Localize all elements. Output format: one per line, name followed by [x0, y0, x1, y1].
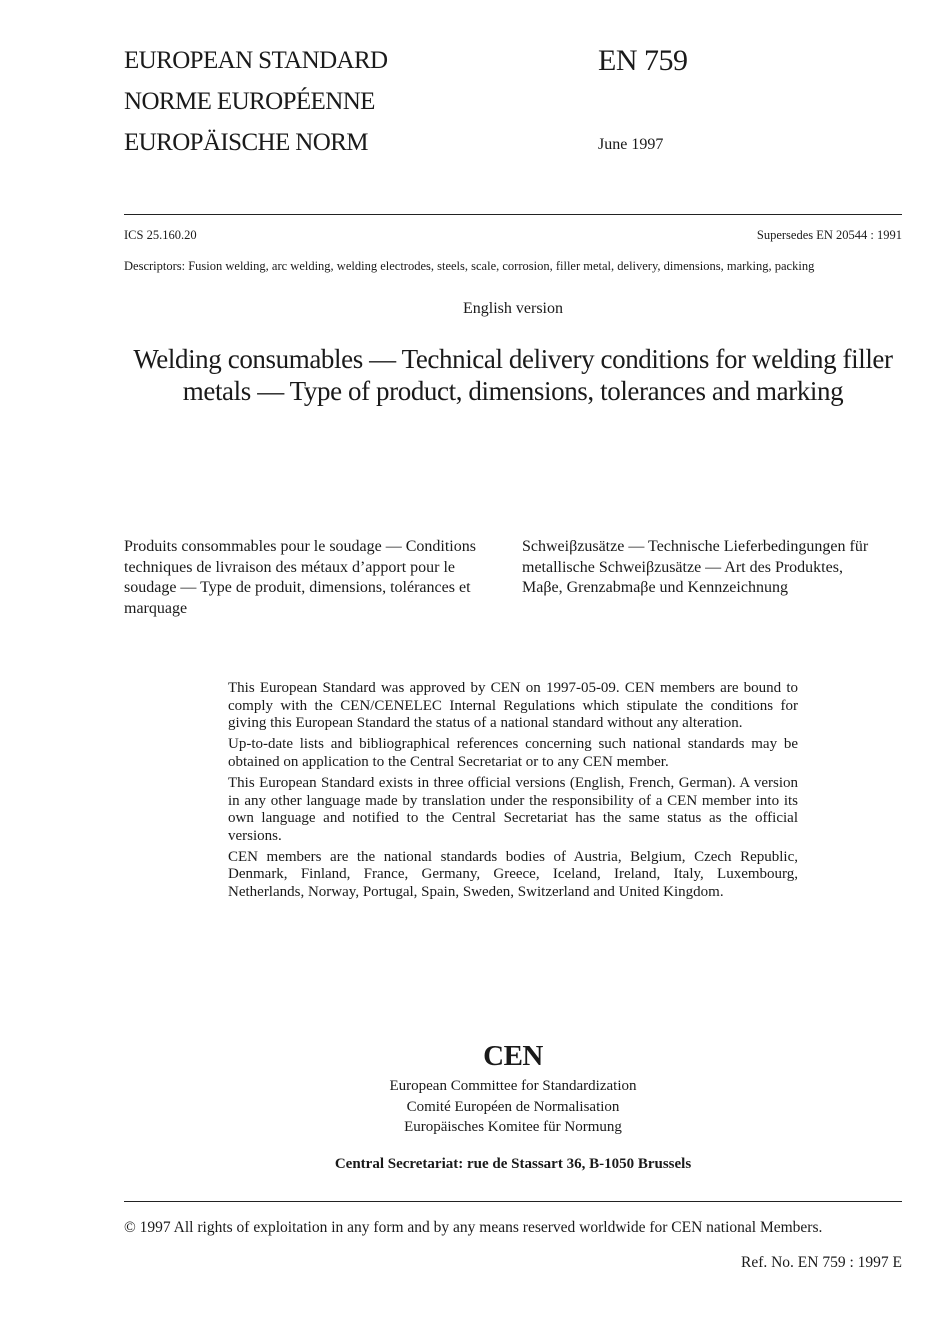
header-line-french: NORME EUROPÉENNE — [124, 88, 375, 115]
top-divider — [124, 214, 902, 215]
cen-logo: CEN — [483, 1040, 543, 1072]
references-paragraph: Up-to-date lists and bibliographical references concerning such national standards may be obtained on application to the Central Secretariat or to any CEN member. — [228, 736, 798, 770]
version-label: English version — [463, 300, 563, 317]
members-paragraph: CEN members are the national standards bodies of Austria, Belgium, Czech Republic, Denmark, Finland, France, Germany, Greece, Iceland, Ireland, Italy, Luxembourg, Netherlands, Norway, Portugal, Spain, Sweden, Switzerland and United Kingdom. — [228, 848, 798, 901]
approval-paragraph: This European Standard was approved by CEN on 1997-05-09. CEN members are bound to comply with the CEN/CENELEC Internal Regulations which stipulate the conditions for giving this European Standard the status of a national standard without any alteration. — [228, 680, 798, 732]
cen-block — [124, 1040, 902, 1173]
bottom-divider — [124, 1201, 902, 1202]
french-title: Produits consommables pour le soudage — Conditions techniques de livraison des métaux d’apport pour le soudage — Type de produit, dimensions, tolérances et marquage — [124, 538, 476, 617]
approval-text — [228, 680, 798, 905]
versions-paragraph: This European Standard exists in three official versions (English, French, German). A version in any other language made by translation under the responsibility of a CEN member into its own language and notified to the Central Secretariat has the same status as the official versions. — [228, 774, 798, 844]
cen-name-german: Europäisches Komitee für Normung — [404, 1119, 622, 1135]
ics-code: ICS 25.160.20 — [124, 228, 197, 242]
reference-number: Ref. No. EN 759 : 1997 E — [740, 1254, 902, 1271]
supersedes-note: Supersedes EN 20544 : 1991 — [756, 228, 902, 242]
publication-date: June 1997 — [598, 136, 664, 153]
cen-name-french: Comité Européen de Normalisation — [406, 1098, 620, 1115]
document-title: Welding consumables — Technical delivery conditions for welding filler metals — Type of product, dimensions, tolerances and marking — [133, 344, 893, 406]
standard-number: EN 759 — [598, 44, 688, 77]
header-line-german: EUROPÄISCHE NORM — [124, 129, 368, 156]
header-line-english: EUROPEAN STANDARD — [124, 47, 388, 74]
copyright-notice: © 1997 All rights of exploitation in any form and by any means reserved worldwide for CEN national Members. — [124, 1219, 823, 1236]
central-secretariat: Central Secretariat: rue de Stassart 36, B-1050 Brussels — [334, 1155, 692, 1172]
descriptors: Descriptors: Fusion welding, arc welding, welding electrodes, steels, scale, corrosion, filler metal, delivery, dimensions, marking, packing — [124, 259, 815, 273]
cen-name-english: European Committee for Standardization — [389, 1078, 637, 1094]
german-title: Schweiβzusätze — Technische Lieferbedingungen für metallische Schweiβzusätze — Art des Produktes, Maβe, Grenzabmaβe und Kennzeichnung — [522, 538, 869, 596]
